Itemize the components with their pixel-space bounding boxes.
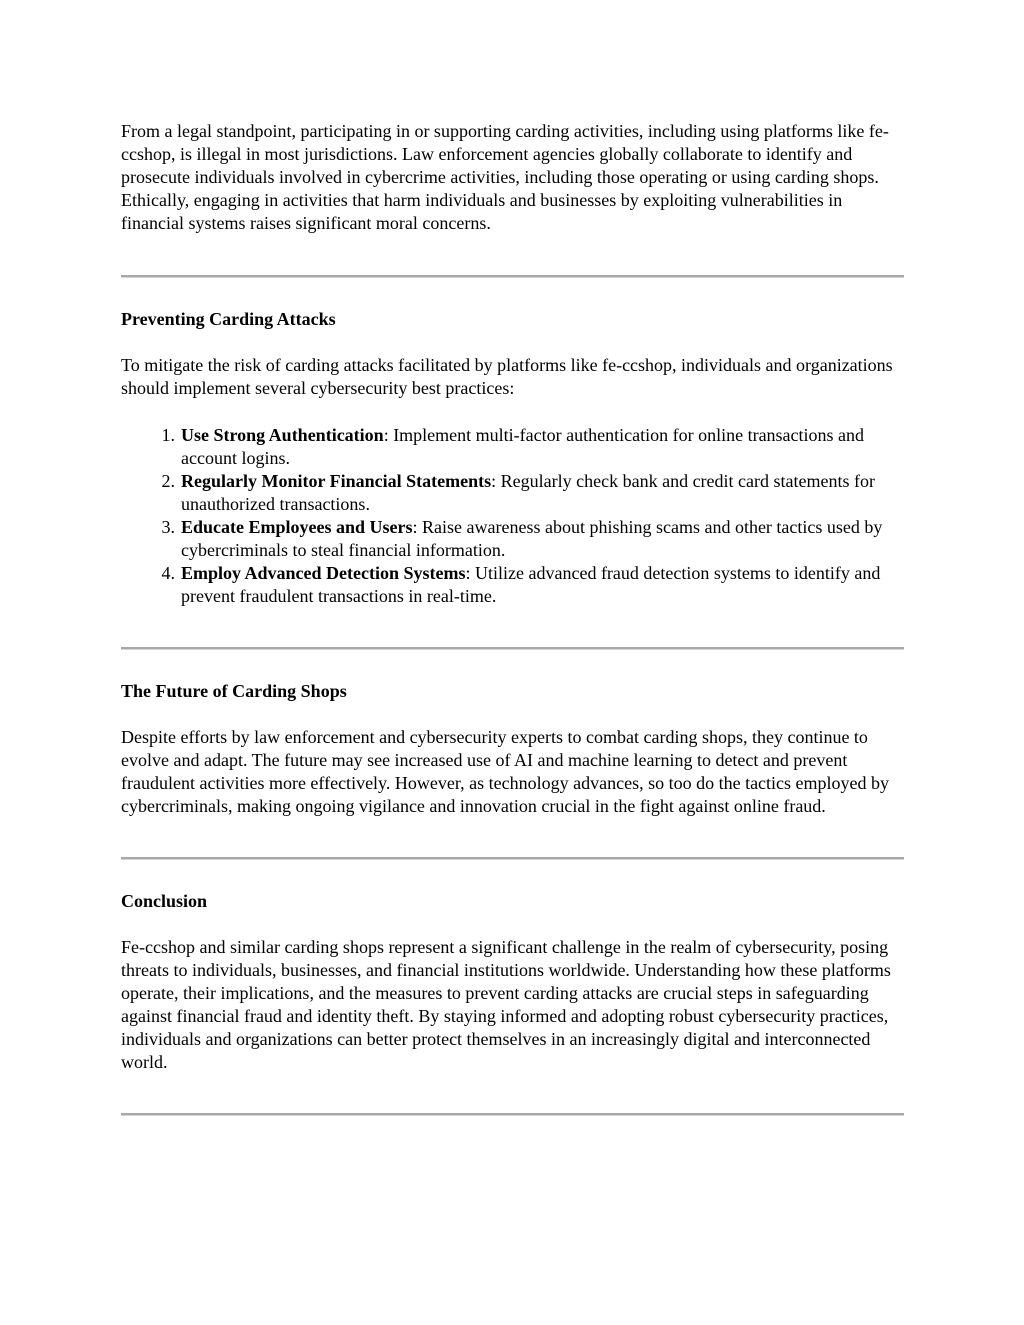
list-item-number: 3. [161,517,175,537]
best-practices-list [121,424,906,608]
list-item-number: 1. [161,425,175,445]
list-item [161,424,906,470]
list-item [161,470,906,516]
list-item-text: : Regularly check bank and credit card statements for unauthorized transactions. [181,471,875,514]
future-paragraph: Despite efforts by law enforcement and cybersecurity experts to combat carding shops, they continue to evolve and adapt. The future may see increased use of AI and machine learning to detect and prevent fraudulent activities more effectively. However, as technology advances, so too do the tactics employed by cybercriminals, making ongoing vigilance and innovation crucial in the fight against online fraud. [121,727,890,816]
heading-preventing-carding-attacks: Preventing Carding Attacks [121,309,336,329]
section-divider [121,1113,904,1116]
list-item [161,562,906,608]
heading-conclusion: Conclusion [121,891,208,911]
conclusion-paragraph: Fe-ccshop and similar carding shops represent a significant challenge in the realm of cybersecurity, posing threats to individuals, businesses, and financial institutions worldwide. Understanding how these platforms operate, their implications, and the measures to prevent carding attacks are crucial steps in safeguarding against financial fraud and identity theft. By staying informed and adopting robust cybersecurity practices, individuals and organizations can better protect themselves in an increasingly digital and interconnected world. [121,937,891,1072]
document-page [121,120,906,1116]
section-divider [121,857,904,860]
section-divider [121,647,904,650]
list-item-number: 4. [161,563,175,583]
heading-future-of-carding-shops: The Future of Carding Shops [121,681,347,701]
list-item-text: : Implement multi-factor authentication for online transactions and account logins. [181,425,865,468]
section-divider [121,275,904,278]
list-item [161,516,906,562]
list-item-text: : Utilize advanced fraud detection systems to identify and prevent fraudulent transactions in real-time. [181,563,881,606]
list-item-title: Use Strong Authentication [181,425,384,445]
list-item-title: Regularly Monitor Financial Statements [181,471,492,491]
list-item-number: 2. [161,471,175,491]
list-item-title: Employ Advanced Detection Systems [181,563,466,583]
list-item-text: : Raise awareness about phishing scams and other tactics used by cybercriminals to steal financial information. [181,517,883,560]
intro-paragraph: From a legal standpoint, participating in or supporting carding activities, including using platforms like fe-ccshop, is illegal in most jurisdictions. Law enforcement agencies globally collaborate to identify and prosecute individuals involved in cybercrime activities, including those operating or using carding shops. Ethically, engaging in activities that harm individuals and businesses by exploiting vulnerabilities in financial systems raises significant moral concerns. [121,121,889,233]
list-item-title: Educate Employees and Users [181,517,413,537]
preventing-intro-paragraph: To mitigate the risk of carding attacks facilitated by platforms like fe-ccshop, individuals and organizations should implement several cybersecurity best practices: [121,355,893,398]
